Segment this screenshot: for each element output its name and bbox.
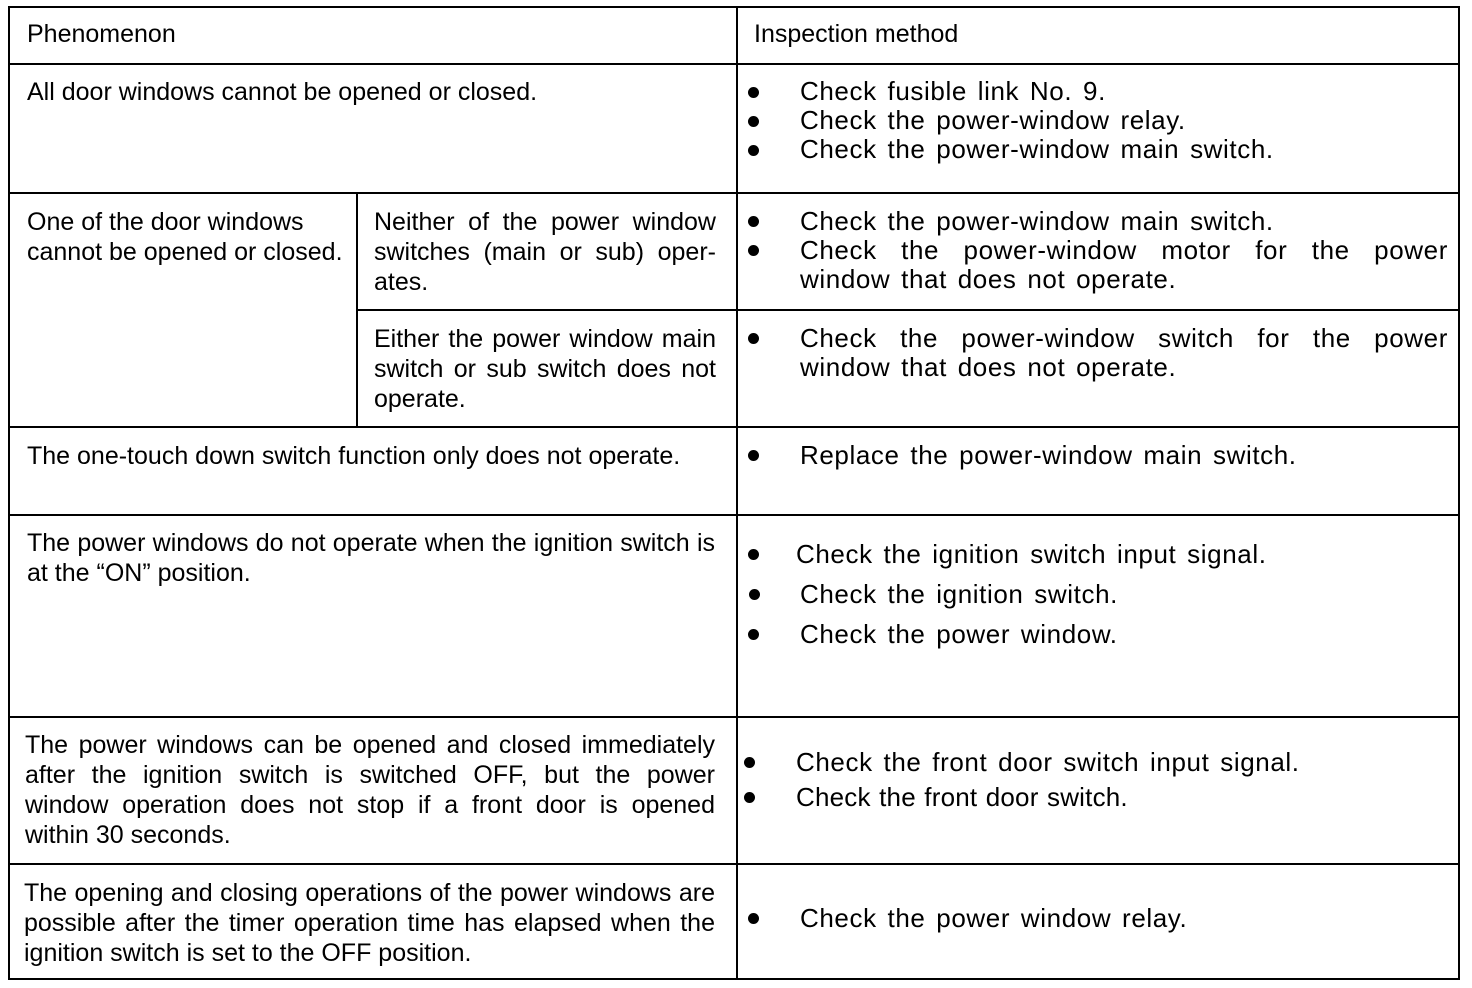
bullet-icon <box>748 116 759 127</box>
bullet-icon <box>748 450 759 461</box>
header-inspection-method: Inspection method <box>754 20 959 48</box>
bullet-icon <box>744 792 755 803</box>
phenomenon-text: All door windows cannot be opened or closed. <box>27 78 538 106</box>
column-divider <box>736 6 738 980</box>
row-divider <box>8 716 1460 718</box>
inspection-item: Check the power window relay. <box>800 903 1188 933</box>
inspection-item: Check the ignition switch. <box>800 579 1118 609</box>
inspection-item: Check the power-window motor for the power window that does not operate. <box>800 235 1448 294</box>
phenomenon-text: The power windows do not operate when the ignition switch is at the “ON” position. <box>27 529 715 587</box>
phenomenon-text: One of the door windows cannot be opened or closed. <box>27 208 343 266</box>
inspection-item: Check the ignition switch input signal. <box>796 539 1267 569</box>
bullet-icon <box>748 549 759 560</box>
inspection-item: Check the front door switch input signal. <box>796 747 1300 777</box>
bullet-icon <box>748 216 759 227</box>
row-divider <box>8 426 1460 428</box>
bullet-icon <box>748 245 759 256</box>
row-divider <box>8 863 1460 865</box>
bullet-icon <box>748 87 759 98</box>
phenomenon-text: The one-touch down switch function only does not operate. <box>27 442 681 470</box>
bullet-icon <box>749 589 760 600</box>
phenomenon-text: The power windows can be opened and closed immediately after the ignition switch is switched OFF, but the power window operation does not stop if a front door is opened within 30 seconds. <box>25 731 715 849</box>
inspection-item: Check the power-window relay. <box>800 105 1186 135</box>
bullet-icon <box>744 757 755 768</box>
inspection-item: Check fusible link No. 9. <box>800 76 1106 106</box>
column-divider <box>356 193 358 427</box>
inspection-item: Check the power window. <box>800 619 1118 649</box>
bullet-icon <box>748 629 759 640</box>
condition-text: Either the power window main switch or sub switch does not operate. <box>374 325 716 413</box>
row-divider <box>8 63 1460 65</box>
row-divider <box>8 514 1460 516</box>
bullet-icon <box>748 333 759 344</box>
inspection-item: Replace the power-window main switch. <box>800 440 1297 470</box>
bullet-icon <box>748 145 759 156</box>
inspection-item: Check the power-window switch for the power window that does not operate. <box>800 323 1448 382</box>
inspection-item: Check the front door switch. <box>796 782 1128 812</box>
condition-text: Neither of the power window switches (main or sub) oper-ates. <box>374 208 716 296</box>
header-phenomenon: Phenomenon <box>27 20 176 48</box>
bullet-icon <box>748 913 759 924</box>
row-divider <box>357 309 1460 311</box>
inspection-item: Check the power-window main switch. <box>800 134 1274 164</box>
inspection-item: Check the power-window main switch. <box>800 206 1274 236</box>
phenomenon-text: The opening and closing operations of the power windows are possible after the timer operation time has elapsed when the ignition switch is set to the OFF position. <box>24 879 715 967</box>
row-divider <box>8 192 1460 194</box>
